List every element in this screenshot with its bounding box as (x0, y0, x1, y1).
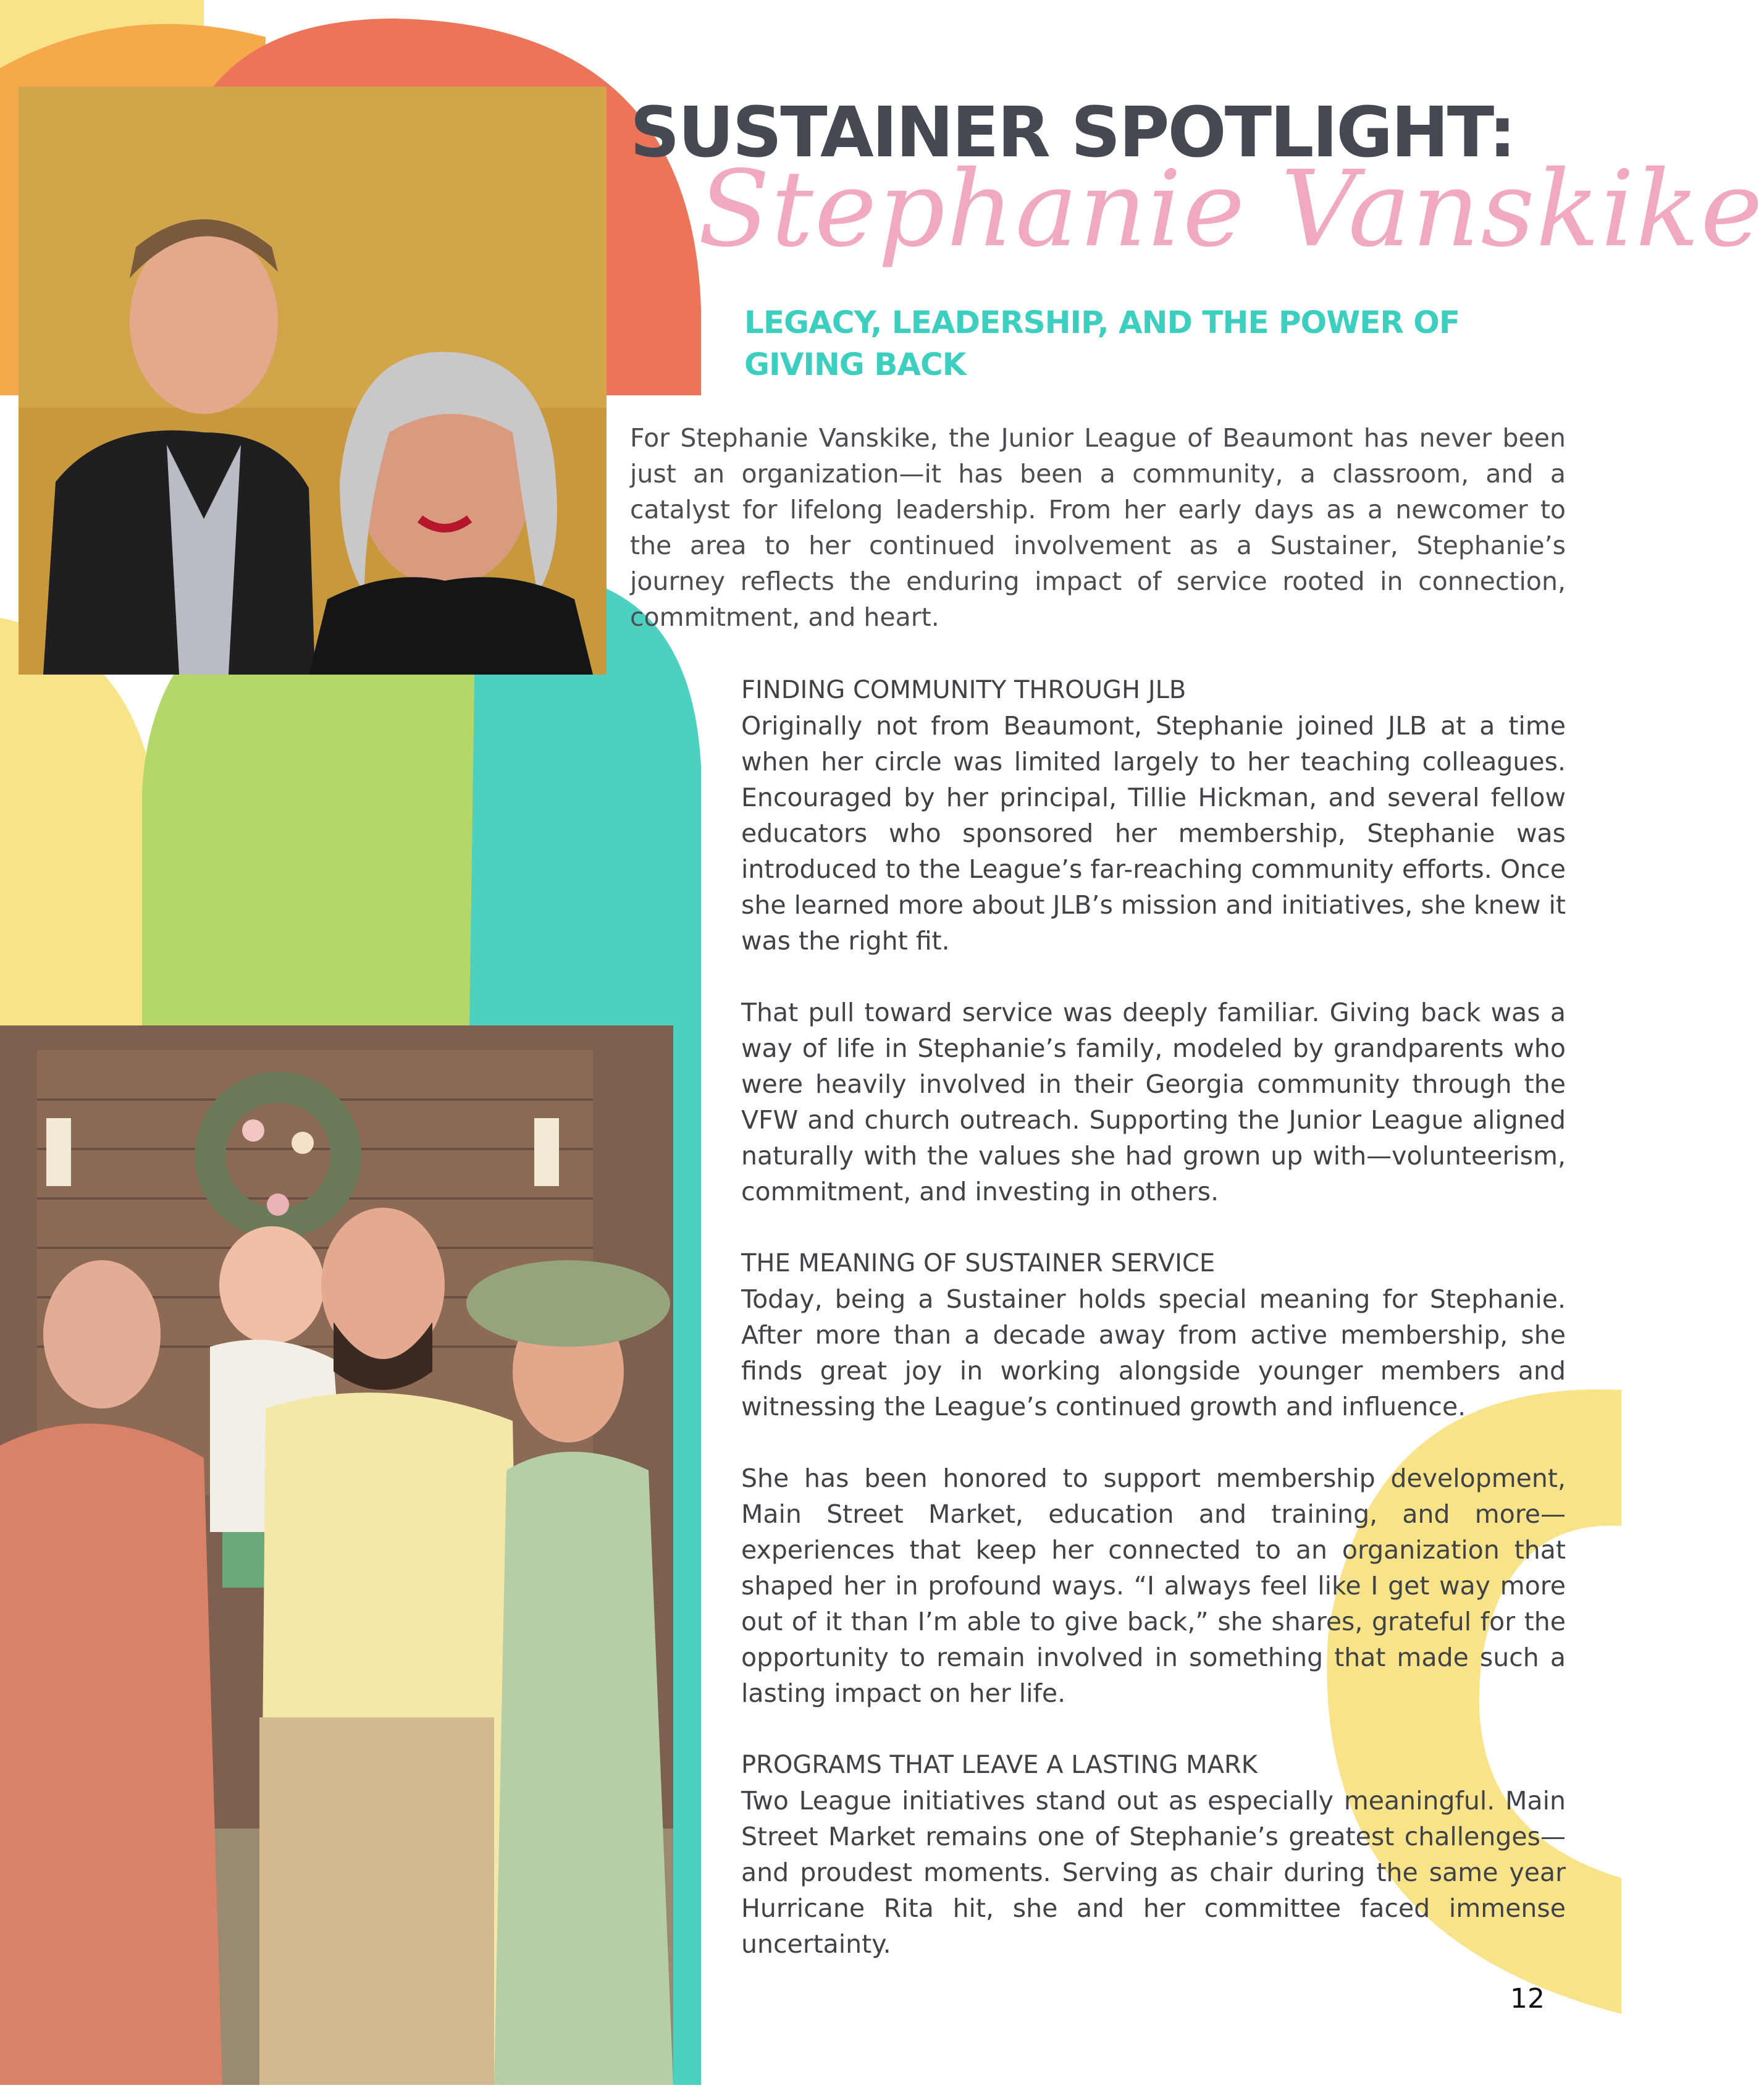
spotlight-name: Stephanie Vanskike (698, 148, 1764, 271)
section-paragraph: Originally not from Beaumont, Stephanie joined JLB at a time when her circle was limited largely to her teaching colleagues. Encouraged by her principal, Tillie Hickman, and several fellow educators who sponsored her membership, Stephanie was introduced to the League’s far-reaching community efforts. Once she learned more about JLB’s mission and initiatives, she knew it was the right fit. (741, 711, 1566, 956)
intro-paragraph: For Stephanie Vanskike, the Junior League of Beaumont has never been just an organization—it has been a community, a classroom, and a catalyst for lifelong leadership. From her early days as a newcomer to the area to her continued involvement as a Sustainer, Stephanie’s journey reflects the enduring impact of service rooted in connection, commitment, and heart. (630, 423, 1566, 632)
family-photo (0, 1025, 673, 2085)
page-title: SUSTAINER SPOTLIGHT: (630, 93, 1514, 173)
couple-photo (19, 86, 607, 675)
section-paragraph: She has been honored to support membership development, Main Street Market, education and training, and more—experiences that keep her connected to an organization that shaped her in profound ways. “I always feel like I get way more out of it than I’m able to give back,” she shares, grateful for the opportunity to remain involved in something that made such a lasting impact on her life. (741, 1463, 1566, 1708)
section-paragraph: That pull toward service was deeply familiar. Giving back was a way of life in Stephanie’s family, modeled by grandparents who were heavily involved in their Georgia community through the VFW and church outreach. Supporting the Junior League aligned naturally with the values she had grown up with—volunteerism, commitment, and investing in others. (741, 998, 1566, 1206)
page-number: 12 (1510, 1983, 1545, 2014)
section-heading: PROGRAMS THAT LEAVE A LASTING MARK (741, 1751, 1258, 1779)
section-heading: FINDING COMMUNITY THROUGH JLB (741, 676, 1186, 704)
article-body (741, 672, 1566, 1998)
section-paragraph: Two League initiatives stand out as especially meaningful. Main Street Market remains one of Stephanie’s greatest challenges—and proudest moments. Serving as chair during the same year Hurricane Rita hit, she and her committee faced immense uncertainty. (741, 1786, 1566, 1959)
article-subtitle: LEGACY, LEADERSHIP, AND THE POWER OF GIVING BACK (744, 305, 1460, 382)
section-heading: THE MEANING OF SUSTAINER SERVICE (741, 1249, 1216, 1278)
section-paragraph: Today, being a Sustainer holds special meaning for Stephanie. After more than a decade away from active membership, she finds great joy in working alongside younger members and witnessing the League’s continued growth and influence. (741, 1284, 1566, 1421)
